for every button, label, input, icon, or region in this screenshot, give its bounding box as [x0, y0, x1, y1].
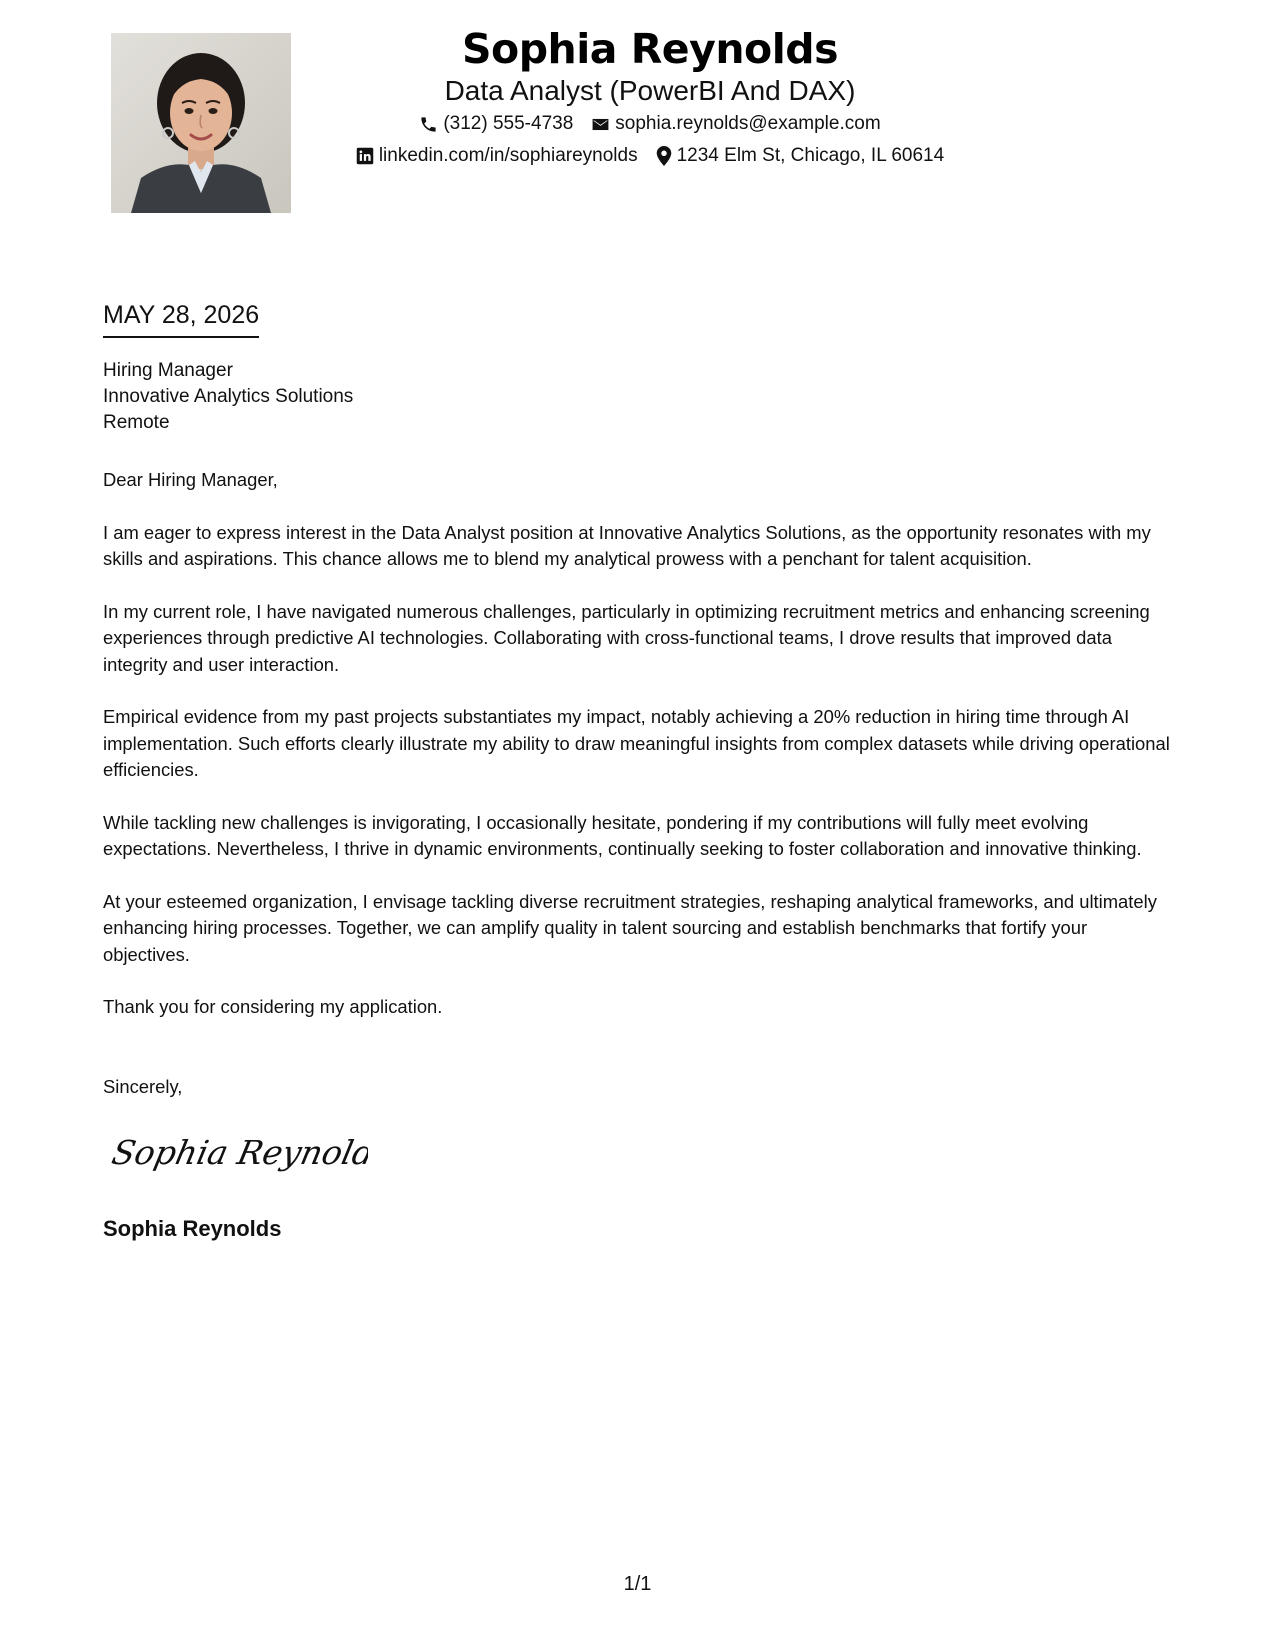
phone-icon — [419, 115, 438, 134]
paragraph-2: In my current role, I have navigated numerous challenges, particularly in optimizing recruitment metrics and enhancing screening experiences through predictive AI technologies. Collaborating with cross-functional teams, I drove results that improved data integrity and user interaction. — [103, 600, 1150, 675]
recipient-location: Remote — [103, 412, 170, 433]
linkedin-icon — [356, 147, 374, 165]
handwritten-signature — [108, 1118, 368, 1188]
paragraph-1: I am eager to express interest in the Data Analyst position at Innovative Analytics Solutions, as the opportunity resonates with my skills and aspirations. This chance allows me to blend my analytical prowess with a penchant for talent acquisition. — [103, 521, 1151, 569]
linkedin-contact — [356, 140, 638, 172]
email-contact — [591, 108, 880, 140]
paragraph-3: Empirical evidence from my past projects substantiates my impact, notably achieving a 20% reduction in hiring time through AI implementation. Such efforts clearly illustrate my ability to draw meaningful insights from complex datasets while driving operational efficiencies. — [103, 706, 1170, 780]
header — [300, 22, 1000, 172]
mailing-address: 1234 Elm St, Chicago, IL 60614 — [676, 145, 945, 166]
recipient-title: Hiring Manager — [103, 360, 233, 381]
linkedin-url: linkedin.com/in/sophiareynolds — [378, 145, 638, 166]
email-address: sophia.reynolds@example.com — [615, 113, 881, 134]
profile-photo-illustration — [111, 33, 291, 213]
paragraph-5: At your esteemed organization, I envisage tackling diverse recruitment strategies, reshaping analytical frameworks, and ultimately enhancing hiring processes. Together, we can amplify quality in talent sourcing and establish benchmarks that fortify your objectives. — [103, 890, 1157, 965]
recipient-company: Innovative Analytics Solutions — [103, 386, 354, 407]
letter-date: MAY 28, 2026 — [103, 298, 259, 338]
page-number: 1/1 — [623, 1573, 652, 1595]
profile-photo — [111, 33, 291, 213]
contact-line-1 — [300, 108, 1000, 140]
applicant-name: Sophia Reynolds — [462, 25, 838, 73]
phone-number: (312) 555-4738 — [443, 113, 574, 134]
signature-text: Sophia Reynolds — [108, 1133, 368, 1172]
closing: Sincerely, — [103, 1076, 183, 1097]
signer-name: Sophia Reynolds — [103, 1216, 282, 1241]
recipient-block — [103, 358, 353, 436]
contact-line-2 — [300, 140, 1000, 172]
applicant-role: Data Analyst (PowerBI And DAX) — [444, 75, 856, 106]
signature-graphic — [108, 1118, 368, 1188]
paragraph-6: Thank you for considering my application. — [103, 996, 443, 1017]
address-contact — [656, 140, 945, 172]
paragraph-4: While tackling new challenges is invigorating, I occasionally hesitate, pondering if my contributions will fully meet evolving expectations. Nevertheless, I thrive in dynamic environments, continually seeking to foster collaboration and innovative thinking. — [103, 811, 1142, 859]
phone-contact — [419, 108, 573, 140]
map-pin-icon — [656, 146, 672, 166]
letter-body — [103, 467, 1178, 1047]
salutation: Dear Hiring Manager, — [103, 469, 278, 490]
envelope-icon — [591, 115, 610, 134]
